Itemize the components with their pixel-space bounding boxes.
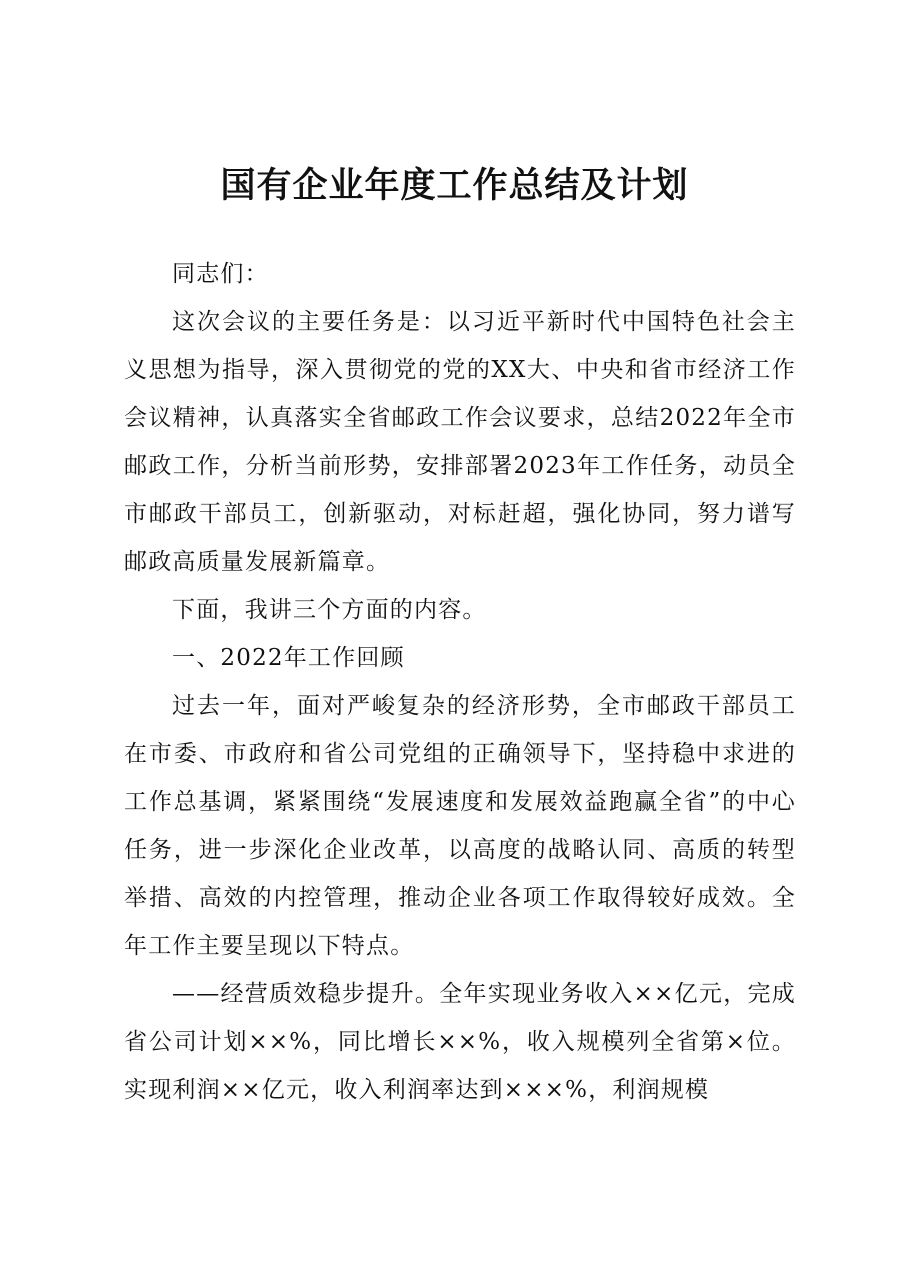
salutation-paragraph: 同志们： [172, 261, 269, 287]
document-title: 国有企业年度工作总结及计划 [220, 166, 689, 206]
performance-paragraph: ——经营质效稳步提升。全年实现业务收入××亿元，完成省公司计划××%，同比增长××%，收入规模列全省第×位。实现利润××亿元，收入利润率达到×××%，利润规模 [124, 981, 796, 1103]
document-body [124, 250, 796, 1114]
section-heading: 一、2022年工作回顾 [172, 645, 405, 671]
meeting-purpose-paragraph: 这次会议的主要任务是：以习近平新时代中国特色社会主义思想为指导，深入贯彻党的党的XX大、中央和省市经济工作会议精神，认真落实全省邮政工作会议要求，总结2022年全市邮政工作，分析当前形势，安排部署2023年工作任务，动员全市邮政干部员工，创新驱动，对标赶超，强化协同，努力谱写邮政高质量发展新篇章。 [124, 309, 796, 575]
review-paragraph: 过去一年，面对严峻复杂的经济形势，全市邮政干部员工在市委、市政府和省公司党组的正确领导下，坚持稳中求进的工作总基调，紧紧围绕“发展速度和发展效益跑赢全省”的中心任务，进一步深化企业改革，以高度的战略认同、高质的转型举措、高效的内控管理，推动企业各项工作取得较好成效。全年工作主要呈现以下特点。 [124, 693, 796, 959]
outline-paragraph: 下面，我讲三个方面的内容。 [172, 597, 487, 623]
